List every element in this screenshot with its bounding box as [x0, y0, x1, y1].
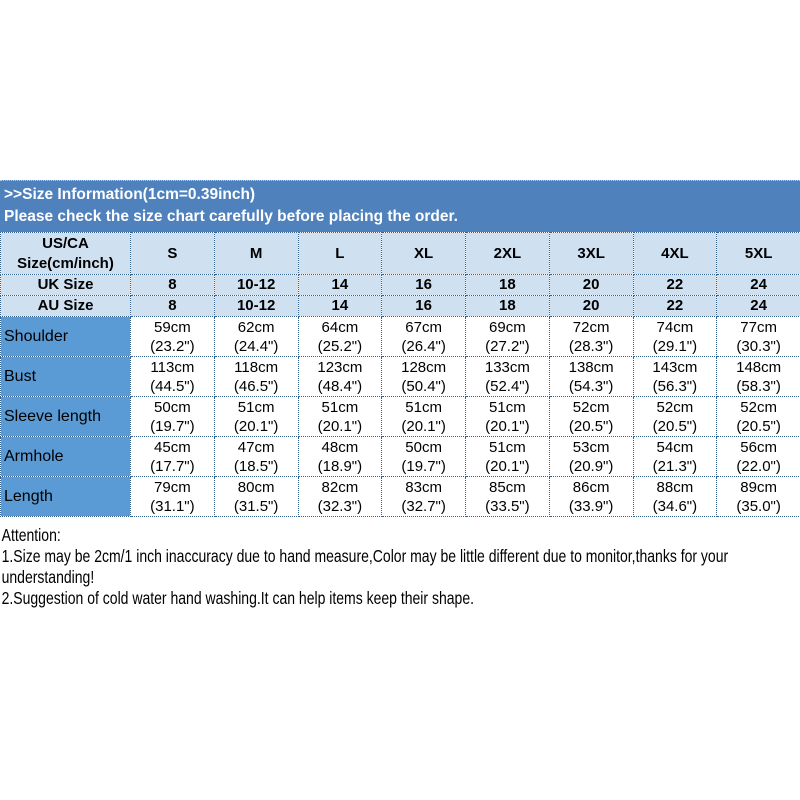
- size-table-body: [1, 317, 800, 517]
- conversion-value-cell: 14: [298, 296, 382, 317]
- attention-title: Attention:: [1, 525, 61, 545]
- measurement-inch-value: (27.2"): [485, 337, 530, 355]
- measurement-row: [1, 397, 800, 437]
- measurement-value-cell: [633, 477, 717, 517]
- measurement-inch-value: (20.1"): [485, 417, 530, 435]
- conversion-value-cell: 24: [717, 275, 800, 296]
- measurement-value-cell: [466, 397, 550, 437]
- measurement-cm-value: 59cm: [154, 318, 191, 336]
- measurement-inch-value: (56.3"): [652, 377, 698, 395]
- measurement-inch-value: (29.1"): [652, 337, 698, 355]
- conversion-value-cell: 20: [549, 296, 633, 317]
- measurement-value-cell: [298, 317, 382, 357]
- measurement-inch-value: (20.9"): [568, 457, 614, 475]
- measurement-cm-value: 51cm: [237, 398, 275, 416]
- measurement-cm-value: 85cm: [489, 478, 526, 496]
- conversion-value-cell: 24: [717, 296, 800, 317]
- measurement-inch-value: (22.0"): [736, 457, 781, 475]
- size-column-header-3xl: 3XL: [549, 233, 633, 275]
- measurement-value-cell: [382, 437, 466, 477]
- measurement-inch-value: (23.2"): [150, 337, 195, 355]
- measurement-cm-value: 51cm: [489, 398, 526, 416]
- measurement-inch-value: (32.7"): [401, 497, 446, 515]
- measurement-cm-value: 52cm: [656, 398, 694, 416]
- measurement-cm-value: 79cm: [154, 478, 191, 496]
- measurement-row: [1, 477, 800, 517]
- measurement-row: [1, 437, 800, 477]
- measurement-cm-value: 148cm: [736, 358, 782, 376]
- measurement-cm-value: 80cm: [237, 478, 275, 496]
- measurement-value-cell: [633, 397, 717, 437]
- measurement-cm-value: 62cm: [237, 318, 275, 336]
- measurement-value-cell: [466, 357, 550, 397]
- measurement-value-cell: [549, 317, 633, 357]
- measurement-cm-value: 54cm: [656, 438, 694, 456]
- measurement-inch-value: (46.5"): [233, 377, 279, 395]
- measurement-cm-value: 45cm: [154, 438, 191, 456]
- measurement-cm-value: 50cm: [405, 438, 442, 456]
- measurement-cm-value: 47cm: [237, 438, 275, 456]
- measurement-inch-value: (35.0"): [736, 497, 781, 515]
- conversion-value-cell: 16: [382, 296, 466, 317]
- measurement-inch-value: (19.7"): [401, 457, 446, 475]
- measurement-row: [1, 357, 800, 397]
- measurement-inch-value: (31.5"): [233, 497, 279, 515]
- measurement-value-cell: [717, 477, 800, 517]
- measurement-inch-value: (34.6"): [652, 497, 698, 515]
- measurement-value-cell: [466, 477, 550, 517]
- conversion-value-cell: 20: [549, 275, 633, 296]
- measurement-inch-value: (20.1"): [401, 417, 446, 435]
- conversion-value-cell: 8: [131, 296, 215, 317]
- measurement-cm-value: 56cm: [740, 438, 777, 456]
- corner-header-line-1: US/CA: [42, 234, 89, 252]
- measurement-inch-value: (25.2"): [317, 337, 363, 355]
- measurement-cm-value: 51cm: [489, 438, 526, 456]
- measurement-cm-value: 74cm: [656, 318, 694, 336]
- measurement-inch-value: (50.4"): [401, 377, 446, 395]
- measurement-value-cell: [131, 317, 215, 357]
- measurement-cm-value: 64cm: [321, 318, 359, 336]
- measurement-cm-value: 50cm: [154, 398, 191, 416]
- conversion-value-cell: 22: [633, 275, 717, 296]
- conversion-value-cell: 10-12: [214, 296, 298, 317]
- measurement-inch-value: (44.5"): [150, 377, 195, 395]
- measurement-value-cell: [298, 437, 382, 477]
- measurement-cm-value: 88cm: [656, 478, 694, 496]
- corner-header-line-2: Size(cm/inch): [17, 254, 114, 272]
- measurement-inch-value: (32.3"): [317, 497, 363, 515]
- size-chart-table: [0, 232, 800, 517]
- measurement-value-cell: [382, 397, 466, 437]
- measurement-value-cell: [717, 357, 800, 397]
- measurement-inch-value: (33.5"): [485, 497, 530, 515]
- measurement-inch-value: (52.4"): [485, 377, 530, 395]
- size-column-header-s: S: [131, 233, 215, 275]
- measurement-value-cell: [382, 477, 466, 517]
- measurement-cm-value: 51cm: [405, 398, 442, 416]
- measurement-value-cell: [298, 397, 382, 437]
- measurement-inch-value: (28.3"): [568, 337, 614, 355]
- size-column-header-xl: XL: [382, 233, 466, 275]
- size-column-header-m: M: [214, 233, 298, 275]
- measurement-inch-value: (20.5"): [568, 417, 614, 435]
- corner-header-cell: [1, 233, 131, 275]
- measurement-inch-value: (17.7"): [150, 457, 195, 475]
- conversion-value-cell: 10-12: [214, 275, 298, 296]
- measurement-value-cell: [382, 357, 466, 397]
- conversion-value-cell: 16: [382, 275, 466, 296]
- measurement-inch-value: (24.4"): [233, 337, 279, 355]
- measurement-inch-value: (58.3"): [736, 377, 781, 395]
- measurement-inch-value: (20.1"): [485, 457, 530, 475]
- measurement-cm-value: 72cm: [572, 318, 610, 336]
- size-info-section: [0, 180, 800, 609]
- measurement-value-cell: [717, 437, 800, 477]
- conversion-value-cell: 22: [633, 296, 717, 317]
- measurement-inch-value: (18.5"): [233, 457, 279, 475]
- measurement-value-cell: [717, 317, 800, 357]
- measurement-cm-value: 133cm: [484, 358, 530, 376]
- banner-title: >>Size Information(1cm=0.39inch): [4, 186, 256, 203]
- measurement-cm-value: 113cm: [150, 358, 195, 376]
- measurement-value-cell: [214, 317, 298, 357]
- measurement-inch-value: (26.4"): [401, 337, 446, 355]
- measurement-cm-value: 67cm: [405, 318, 442, 336]
- banner-subtitle: Please check the size chart carefully before placing the order.: [4, 208, 458, 225]
- measurement-value-cell: [131, 477, 215, 517]
- measurement-value-cell: [131, 437, 215, 477]
- measurement-cm-value: 52cm: [740, 398, 777, 416]
- measurement-inch-value: (48.4"): [317, 377, 363, 395]
- measurement-inch-value: (54.3"): [568, 377, 614, 395]
- measurement-value-cell: [214, 397, 298, 437]
- measurement-cm-value: 69cm: [489, 318, 526, 336]
- size-header-row: [1, 233, 800, 275]
- conversion-row-label: UK Size: [1, 275, 131, 296]
- size-column-header-5xl: 5XL: [717, 233, 800, 275]
- conversion-row: [1, 296, 800, 317]
- measurement-value-cell: [298, 477, 382, 517]
- measurement-value-cell: [131, 397, 215, 437]
- measurement-inch-value: (18.9"): [317, 457, 363, 475]
- measurement-row-label: Armhole: [1, 437, 131, 477]
- measurement-value-cell: [633, 437, 717, 477]
- measurement-cm-value: 86cm: [572, 478, 610, 496]
- measurement-value-cell: [466, 317, 550, 357]
- measurement-inch-value: (21.3"): [652, 457, 698, 475]
- measurement-value-cell: [131, 357, 215, 397]
- measurement-cm-value: 48cm: [321, 438, 359, 456]
- conversion-row: [1, 275, 800, 296]
- measurement-inch-value: (20.1"): [233, 417, 279, 435]
- measurement-inch-value: (30.3"): [736, 337, 781, 355]
- attention-section: [0, 525, 800, 609]
- measurement-value-cell: [466, 437, 550, 477]
- measurement-inch-value: (31.1"): [150, 497, 195, 515]
- size-column-header-2xl: 2XL: [466, 233, 550, 275]
- measurement-value-cell: [633, 357, 717, 397]
- measurement-value-cell: [717, 397, 800, 437]
- measurement-value-cell: [214, 437, 298, 477]
- measurement-row-label: Bust: [1, 357, 131, 397]
- measurement-inch-value: (19.7"): [150, 417, 195, 435]
- measurement-row-label: Shoulder: [1, 317, 131, 357]
- measurement-cm-value: 83cm: [405, 478, 442, 496]
- measurement-cm-value: 52cm: [572, 398, 610, 416]
- measurement-cm-value: 82cm: [321, 478, 359, 496]
- measurement-cm-value: 89cm: [740, 478, 777, 496]
- measurement-cm-value: 53cm: [572, 438, 610, 456]
- conversion-value-cell: 8: [131, 275, 215, 296]
- measurement-value-cell: [549, 397, 633, 437]
- size-column-header-l: L: [298, 233, 382, 275]
- measurement-cm-value: 128cm: [401, 358, 447, 376]
- measurement-value-cell: [549, 357, 633, 397]
- measurement-cm-value: 118cm: [234, 358, 279, 376]
- measurement-cm-value: 143cm: [652, 358, 698, 376]
- conversion-value-cell: 18: [466, 296, 550, 317]
- attention-note-1: 1.Size may be 2cm/1 inch inaccuracy due to hand measure,Color may be little different due to monitor,thanks for your understanding!: [1, 546, 729, 587]
- measurement-cm-value: 77cm: [740, 318, 777, 336]
- measurement-cm-value: 123cm: [317, 358, 363, 376]
- measurement-row: [1, 317, 800, 357]
- measurement-row-label: Sleeve length: [1, 397, 131, 437]
- measurement-inch-value: (20.5"): [736, 417, 781, 435]
- measurement-cm-value: 51cm: [321, 398, 359, 416]
- size-table-header: [1, 233, 800, 317]
- conversion-row-label: AU Size: [1, 296, 131, 317]
- measurement-value-cell: [214, 477, 298, 517]
- measurement-cm-value: 138cm: [568, 358, 614, 376]
- measurement-value-cell: [549, 477, 633, 517]
- measurement-value-cell: [214, 357, 298, 397]
- conversion-value-cell: 18: [466, 275, 550, 296]
- measurement-inch-value: (20.1"): [317, 417, 363, 435]
- measurement-value-cell: [298, 357, 382, 397]
- attention-note-2: 2.Suggestion of cold water hand washing.It can help items keep their shape.: [1, 588, 475, 608]
- measurement-inch-value: (33.9"): [568, 497, 614, 515]
- measurement-row-label: Length: [1, 477, 131, 517]
- conversion-value-cell: 14: [298, 275, 382, 296]
- size-info-banner: [0, 180, 800, 232]
- measurement-value-cell: [382, 317, 466, 357]
- size-column-header-4xl: 4XL: [633, 233, 717, 275]
- measurement-value-cell: [633, 317, 717, 357]
- measurement-inch-value: (20.5"): [652, 417, 698, 435]
- measurement-value-cell: [549, 437, 633, 477]
